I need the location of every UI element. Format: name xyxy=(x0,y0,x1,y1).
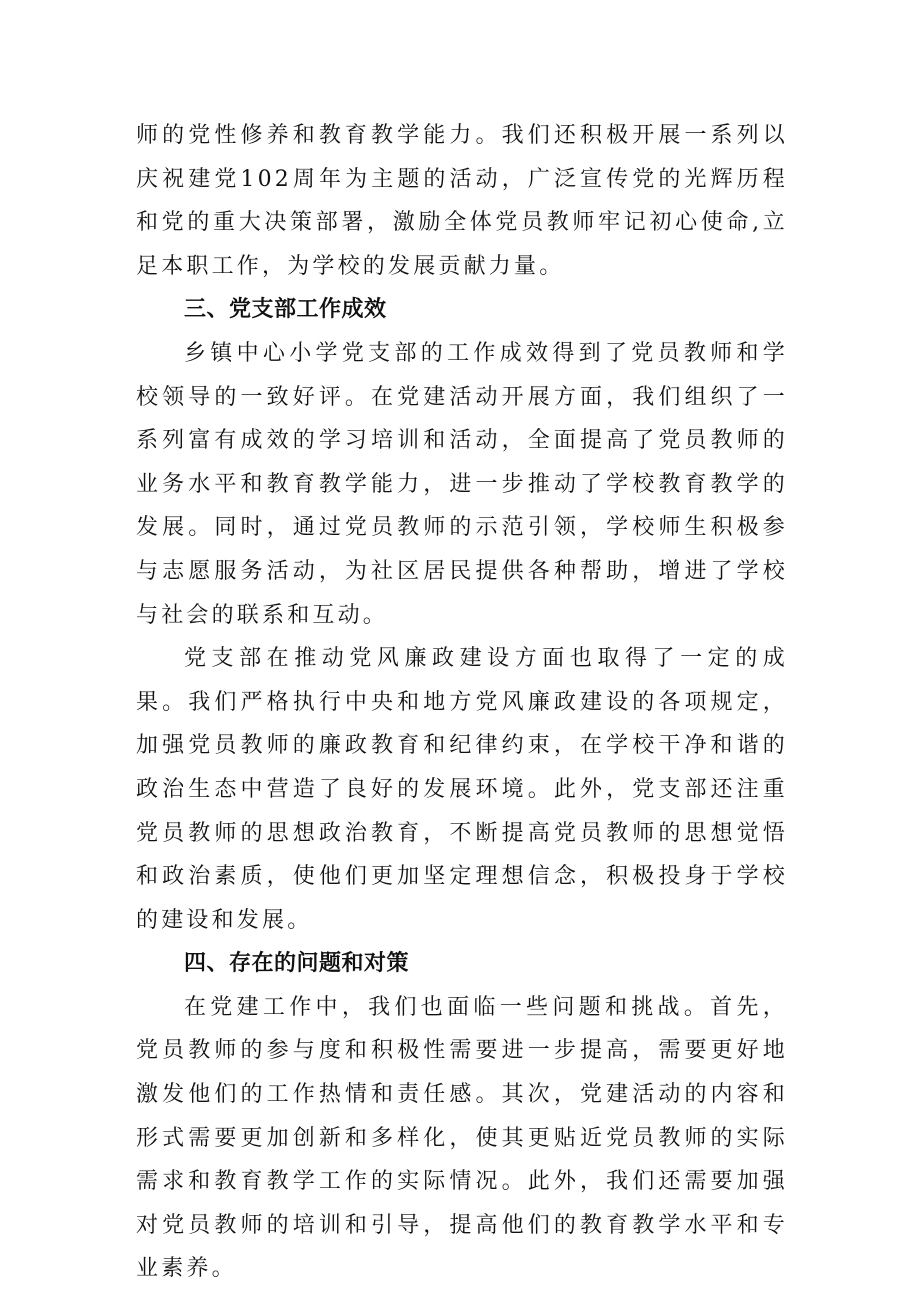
paragraph-continuation: 师的党性修养和教育教学能力。我们还积极开展一系列以庆祝建党102周年为主题的活动，广泛宣传党的光辉历程和党的重大决策部署，激励全体党员教师牢记初心使命,立足本职工作，为学校的发展贡献力量。 xyxy=(136,123,788,279)
section-heading-problems: 四、存在的问题和对策 xyxy=(184,951,410,977)
paragraph-integrity-building: 党支部在推动党风廉政建设方面也取得了一定的成果。我们严格执行中央和地方党风廉政建设的各项规定，加强党员教师的廉政教育和纪律约束，在学校干净和谐的政治生态中营造了良好的发展环境。此外，党支部还注重党员教师的思想政治教育，不断提高党员教师的思想觉悟和政治素质，使他们更加坚定理想信念，积极投身于学校的建设和发展。 xyxy=(136,646,788,933)
paragraph-results-overview: 乡镇中心小学党支部的工作成效得到了党员教师和学校领导的一致好评。在党建活动开展方面，我们组织了一系列富有成效的学习培训和活动，全面提高了党员教师的业务水平和教育教学能力，进一步推动了学校教育教学的发展。同时，通过党员教师的示范引领，学校师生积极参与志愿服务活动，为社区居民提供各种帮助，增进了学校与社会的联系和互动。 xyxy=(136,340,788,628)
paragraph-problems: 在党建工作中，我们也面临一些问题和挑战。首先，党员教师的参与度和积极性需要进一步提高，需要更好地激发他们的工作热情和责任感。其次，党建活动的内容和形式需要更加创新和多样化，使其更贴近党员教师的实际需求和教育教学工作的实际情况。此外，我们还需要加强对党员教师的培训和引导，提高他们的教育教学水平和专业素养。 xyxy=(136,994,788,1282)
section-heading-results: 三、党支部工作成效 xyxy=(184,297,387,323)
document-body xyxy=(136,114,788,1291)
